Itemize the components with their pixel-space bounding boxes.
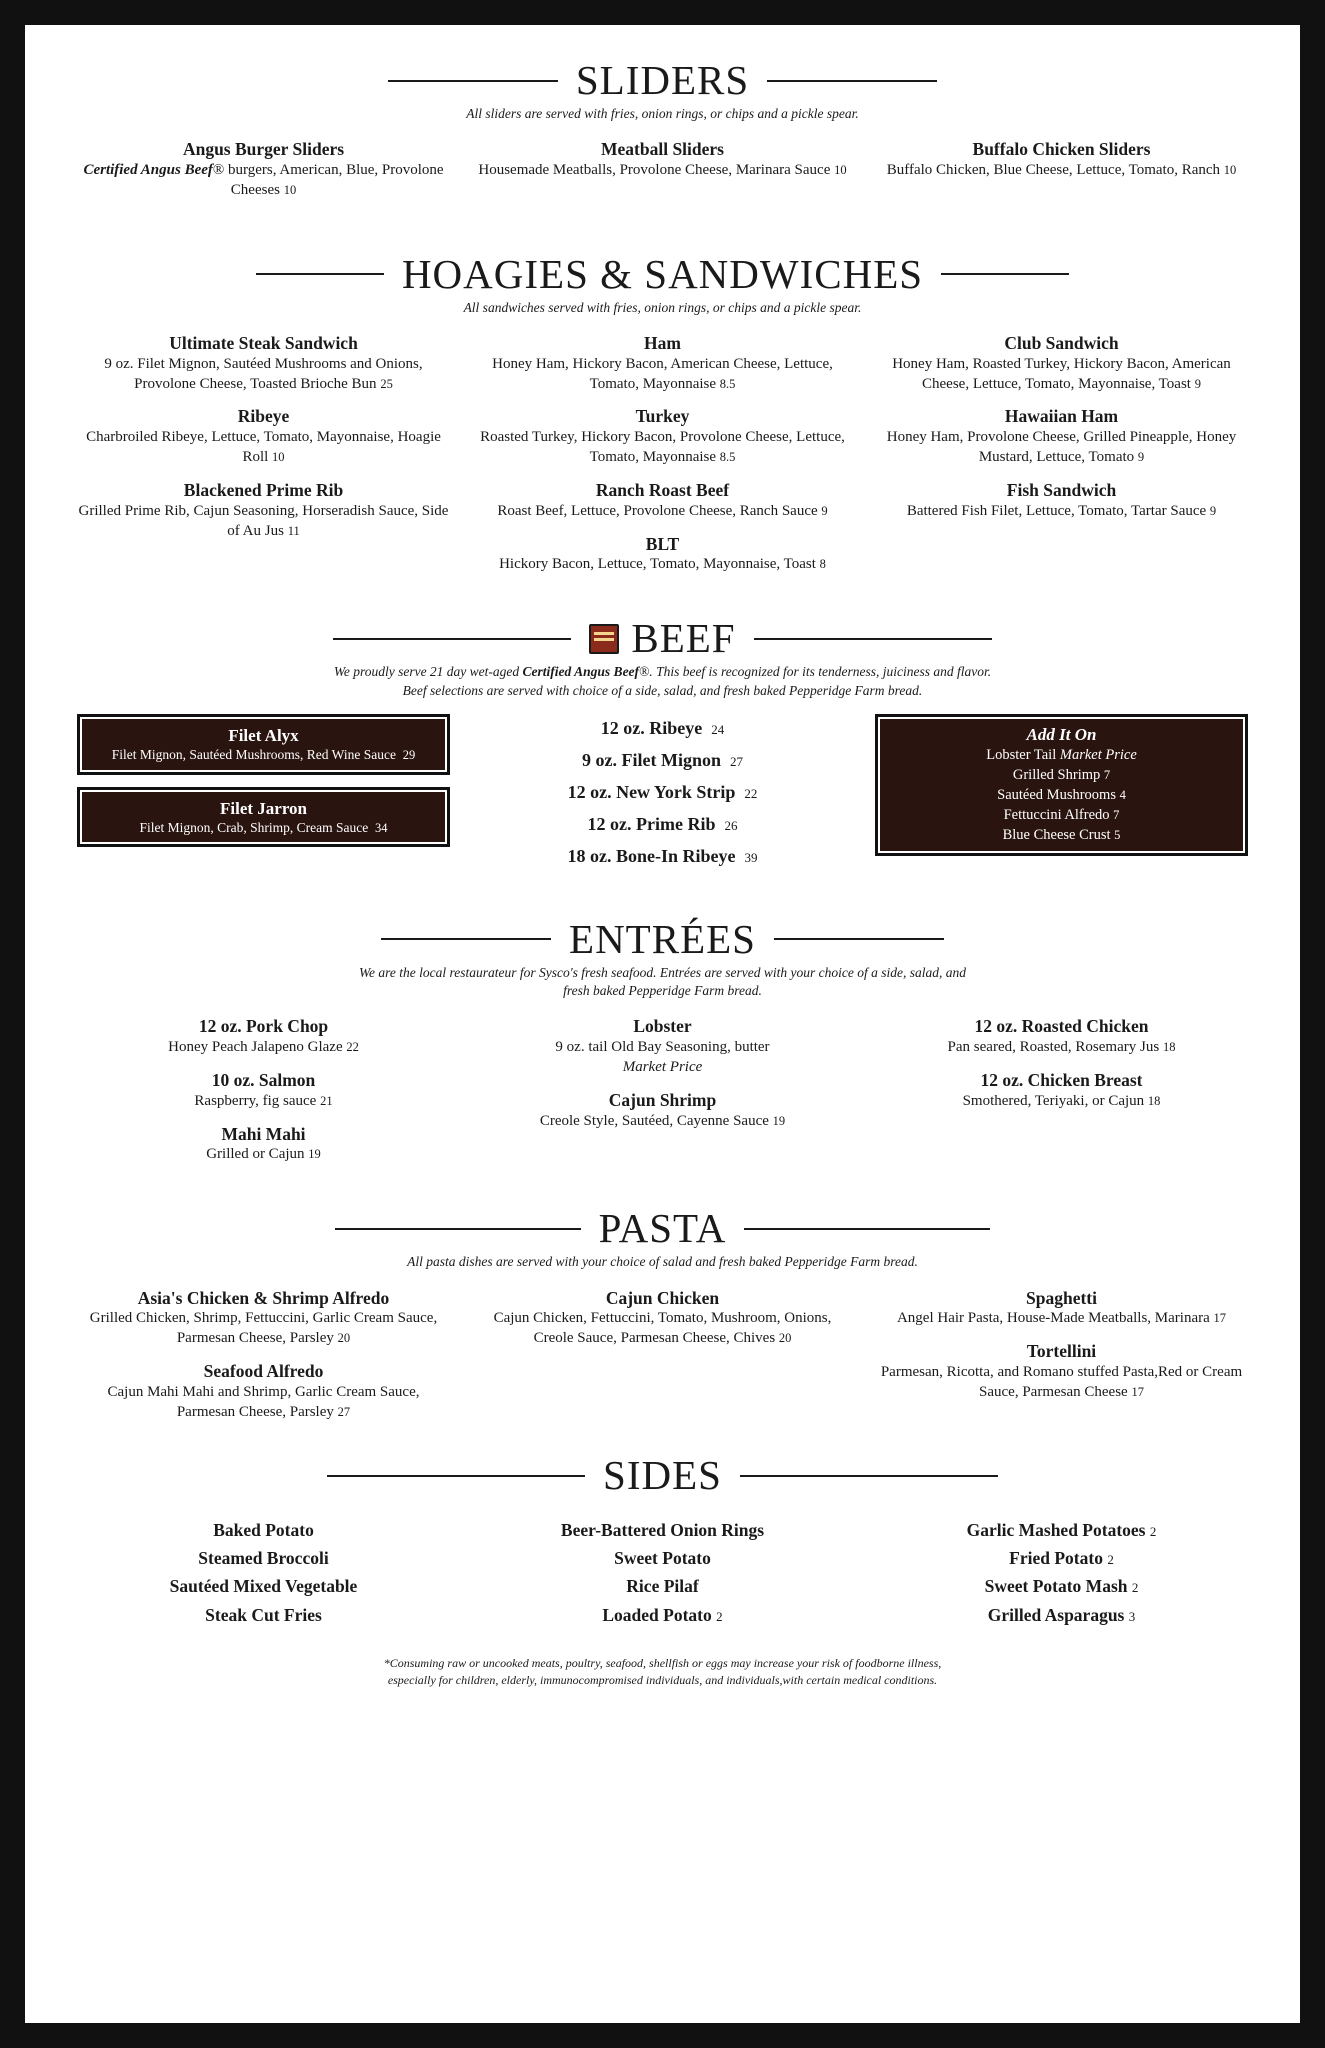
section-sides bbox=[77, 1454, 1248, 1628]
item-price: 10 bbox=[283, 182, 297, 197]
side-item bbox=[476, 1516, 849, 1544]
item-price: 17 bbox=[1131, 1384, 1144, 1399]
item-desc bbox=[875, 1363, 1248, 1403]
item-desc-text: Cajun Mahi Mahi and Shrimp, Garlic Cream Sauce, Parmesan Cheese, Parsley bbox=[107, 1383, 420, 1420]
item-name: Ranch Roast Beef bbox=[595, 479, 730, 500]
addon-item bbox=[888, 825, 1235, 845]
item-desc bbox=[875, 1092, 1248, 1112]
item-name: Ultimate Steak Sandwich bbox=[169, 333, 358, 353]
item-desc bbox=[77, 355, 450, 395]
item-desc bbox=[476, 502, 849, 522]
item-desc-text: Hickory Bacon, Lettuce, Tomato, Mayonnaise, Toast bbox=[499, 556, 816, 573]
item-price: 2 bbox=[1131, 1580, 1139, 1596]
rule-left bbox=[335, 1228, 581, 1230]
sliders-title: SLIDERS bbox=[575, 57, 750, 103]
item-name: 9 oz. Filet Mignon bbox=[582, 749, 721, 770]
sliders-subtitle: All sliders are served with fries, onion rings, or chips and a pickle spear. bbox=[466, 106, 859, 122]
item-price: 9 bbox=[821, 503, 828, 518]
item-name: 12 oz. Chicken Breast bbox=[980, 1069, 1143, 1090]
item-price: Market Price bbox=[1059, 746, 1137, 763]
item-desc-text: Raspberry, fig sauce bbox=[194, 1092, 317, 1109]
item-price: 20 bbox=[778, 1331, 792, 1346]
item-desc bbox=[90, 819, 437, 837]
item-desc: 9 oz. tail Old Bay Seasoning, butter bbox=[555, 1039, 770, 1056]
item-desc-text: Charbroiled Ribeye, Lettuce, Tomato, Mayonnaise, Hoagie Roll bbox=[86, 429, 441, 466]
beef-title bbox=[589, 617, 735, 660]
section-pasta bbox=[77, 1207, 1248, 1434]
hoagies-subtitle: All sandwiches served with fries, onion rings, or chips and a pickle spear. bbox=[463, 299, 862, 315]
beef-cut bbox=[476, 814, 849, 835]
item-desc bbox=[875, 1038, 1248, 1058]
item-desc bbox=[77, 428, 450, 468]
addon-item bbox=[888, 785, 1235, 805]
item-desc-text: Honey Ham, Provolone Cheese, Grilled Pineapple, Honey Mustard, Lettuce, Tomato bbox=[886, 429, 1237, 466]
beef-subtitle bbox=[77, 663, 1248, 699]
beef-heading bbox=[77, 617, 1248, 660]
beef-subtitle-line2: Beef selections are served with choice of a side, salad, and fresh baked Pepperidge Farm bread. bbox=[402, 682, 923, 698]
item-desc bbox=[77, 1145, 450, 1165]
item-name: Ham bbox=[644, 333, 681, 353]
item-desc-text: Roast Beef, Lettuce, Provolone Cheese, Ranch Sauce bbox=[497, 502, 818, 519]
item-desc-text: Housemade Meatballs, Provolone Cheese, Marinara Sauce bbox=[478, 162, 831, 179]
item-desc bbox=[476, 1309, 849, 1349]
beef-subtitle-line1 bbox=[77, 663, 1248, 681]
section-hoagies bbox=[77, 250, 1248, 588]
item-price: 7 bbox=[1113, 807, 1120, 822]
beef-specialty-filet-alyx bbox=[77, 714, 450, 775]
menu-item bbox=[77, 480, 450, 541]
item-desc-text: Honey Ham, Roasted Turkey, Hickory Bacon, American Cheese, Lettuce, Tomato, Mayonnaise, Toast bbox=[892, 355, 1231, 392]
item-name: Beer-Battered Onion Rings bbox=[560, 1519, 765, 1540]
item-price: Market Price bbox=[622, 1058, 703, 1075]
item-name: 12 oz. Pork Chop bbox=[198, 1016, 329, 1037]
item-desc-text: Filet Mignon, Crab, Shrimp, Cream Sauce bbox=[139, 819, 369, 835]
entrees-title: ENTRÉES bbox=[569, 915, 756, 962]
item-price: 10 bbox=[1223, 163, 1237, 178]
beef-specialty-boxes bbox=[77, 714, 450, 860]
item-desc-text: Pan seared, Roasted, Rosemary Jus bbox=[947, 1039, 1160, 1056]
footnote-line-2: especially for children, elderly, immunocompromised individuals, and individuals,with certain medical conditions. bbox=[387, 1673, 938, 1688]
item-name: Baked Potato bbox=[213, 1519, 314, 1540]
beef-specialty-filet-jarron bbox=[77, 787, 450, 848]
item-desc bbox=[77, 1309, 450, 1349]
item-name: Steamed Broccoli bbox=[198, 1547, 329, 1568]
item-name: Lobster Tail bbox=[986, 746, 1057, 763]
item-desc-text: Honey Peach Jalapeno Glaze bbox=[168, 1039, 343, 1056]
addon-item bbox=[888, 765, 1235, 785]
side-item bbox=[476, 1572, 849, 1600]
menu-item bbox=[77, 1288, 450, 1349]
beef-title-text: BEEF bbox=[631, 615, 736, 662]
section-entrees bbox=[77, 915, 1248, 1178]
pasta-col-2 bbox=[476, 1288, 849, 1435]
item-name: Sautéed Mushrooms bbox=[997, 786, 1116, 803]
item-price: 5 bbox=[1114, 827, 1121, 842]
item-price: 20 bbox=[337, 1331, 351, 1346]
item-price: 8.5 bbox=[719, 376, 736, 391]
beef-sub-post: . This beef is recognized for its tenderness, juiciness and flavor. bbox=[649, 664, 992, 680]
item-desc bbox=[476, 161, 849, 181]
side-item bbox=[875, 1516, 1248, 1544]
item-desc bbox=[476, 1112, 849, 1132]
item-desc-text: Cajun Chicken, Fettuccini, Tomato, Mushroom, Onions, Creole Sauce, Parmesan Cheese, Chives bbox=[493, 1310, 832, 1347]
item-name: Rice Pilaf bbox=[626, 1576, 699, 1597]
item-price: 39 bbox=[744, 849, 758, 865]
side-item bbox=[875, 1544, 1248, 1572]
brand-mark: ® bbox=[639, 664, 650, 680]
beef-columns bbox=[77, 714, 1248, 878]
item-desc-text: burgers, American, Blue, Provolone Cheeses bbox=[224, 162, 444, 198]
item-price: 27 bbox=[729, 753, 743, 769]
item-desc-text: Angel Hair Pasta, House-Made Meatballs, Marinara bbox=[896, 1310, 1210, 1327]
item-name: 12 oz. Prime Rib bbox=[587, 813, 716, 834]
item-name: Seafood Alfredo bbox=[203, 1361, 324, 1381]
pasta-title: PASTA bbox=[598, 1205, 727, 1252]
entrees-heading bbox=[77, 915, 1248, 962]
rule-right bbox=[767, 80, 937, 82]
beef-sub-pre: We proudly serve 21 day wet-aged bbox=[333, 664, 523, 680]
item-name: Cajun Shrimp bbox=[608, 1089, 717, 1110]
menu-item bbox=[875, 139, 1248, 181]
rule-left bbox=[388, 80, 558, 82]
item-desc bbox=[476, 428, 849, 468]
sides-title: SIDES bbox=[603, 1452, 722, 1499]
item-name: 10 oz. Salmon bbox=[211, 1069, 316, 1090]
rule-left bbox=[381, 938, 551, 940]
menu-item bbox=[77, 1361, 450, 1422]
pasta-col-3 bbox=[875, 1288, 1248, 1435]
menu-item bbox=[77, 1070, 450, 1112]
side-item bbox=[77, 1516, 450, 1544]
item-name: Blue Cheese Crust bbox=[1002, 826, 1111, 843]
item-price: 4 bbox=[1119, 787, 1126, 802]
item-name: Blackened Prime Rib bbox=[183, 479, 344, 500]
item-price: 8.5 bbox=[719, 450, 736, 465]
item-desc bbox=[875, 428, 1248, 468]
menu-item bbox=[875, 1341, 1248, 1402]
item-desc bbox=[476, 355, 849, 395]
item-desc-text: Buffalo Chicken, Blue Cheese, Lettuce, Tomato, Ranch bbox=[886, 162, 1221, 179]
item-name: Sautéed Mixed Vegetable bbox=[169, 1576, 358, 1597]
menu-item bbox=[77, 139, 450, 200]
item-name: Filet Jarron bbox=[219, 798, 308, 818]
item-price: 29 bbox=[402, 748, 416, 763]
item-desc bbox=[875, 1309, 1248, 1329]
rule-right bbox=[740, 1475, 998, 1477]
rule-right bbox=[941, 273, 1069, 275]
item-price: 26 bbox=[724, 817, 738, 833]
item-price: 9 bbox=[1209, 503, 1217, 518]
item-desc bbox=[77, 1038, 450, 1058]
footnote bbox=[77, 1655, 1248, 1690]
item-desc-text: Roasted Turkey, Hickory Bacon, Provolone Cheese, Lettuce, Tomato, Mayonnaise bbox=[480, 429, 845, 466]
item-price: 3 bbox=[1128, 1608, 1136, 1624]
item-name: Mahi Mahi bbox=[221, 1123, 306, 1144]
item-price: 7 bbox=[1103, 767, 1111, 782]
item-name: Sweet Potato bbox=[614, 1547, 711, 1568]
item-name: Ribeye bbox=[237, 406, 290, 427]
item-price: 21 bbox=[320, 1093, 333, 1108]
add-it-on-title: Add It On bbox=[1026, 724, 1097, 744]
item-name: 12 oz. Roasted Chicken bbox=[974, 1016, 1149, 1037]
item-name: Grilled Shrimp bbox=[1012, 766, 1101, 783]
item-price: 27 bbox=[337, 1404, 351, 1419]
menu-item bbox=[77, 1016, 450, 1058]
item-price: 9 bbox=[1137, 450, 1145, 465]
sliders-col-2 bbox=[476, 139, 849, 212]
item-name: Fish Sandwich bbox=[1006, 479, 1117, 500]
item-price: 22 bbox=[744, 785, 758, 801]
pasta-columns bbox=[77, 1288, 1248, 1435]
menu-item bbox=[875, 1070, 1248, 1112]
item-name: Buffalo Chicken Sliders bbox=[972, 139, 1151, 160]
menu-item bbox=[875, 406, 1248, 467]
side-item bbox=[77, 1572, 450, 1600]
hoagies-col-1 bbox=[77, 333, 450, 587]
item-desc-text: Grilled Prime Rib, Cajun Seasoning, Horseradish Sauce, Side of Au Jus bbox=[78, 502, 449, 539]
item-name: Tortellini bbox=[1026, 1341, 1097, 1362]
menu-item bbox=[476, 1016, 849, 1077]
item-price: 18 bbox=[1147, 1093, 1161, 1108]
item-price: 10 bbox=[834, 163, 847, 178]
item-price: 19 bbox=[772, 1113, 786, 1128]
side-item bbox=[77, 1601, 450, 1629]
item-name: Cajun Chicken bbox=[605, 1287, 720, 1308]
menu-item bbox=[875, 333, 1248, 394]
item-price: 11 bbox=[287, 523, 300, 538]
item-desc-text: Parmesan, Ricotta, and Romano stuffed Pasta,Red or Cream Sauce, Parmesan Cheese bbox=[880, 1364, 1243, 1400]
menu-item bbox=[476, 534, 849, 576]
entrees-columns bbox=[77, 1016, 1248, 1177]
item-desc bbox=[77, 161, 450, 201]
entrees-col-2 bbox=[476, 1016, 849, 1177]
menu-item bbox=[77, 406, 450, 467]
brand-mark: ® bbox=[212, 162, 225, 179]
item-name: Steak Cut Fries bbox=[205, 1604, 322, 1625]
item-name: BLT bbox=[645, 533, 680, 554]
item-name: 12 oz. New York Strip bbox=[567, 781, 736, 802]
pasta-subtitle: All pasta dishes are served with your choice of salad and fresh baked Pepperidge Farm bread. bbox=[407, 1254, 918, 1270]
pasta-col-1 bbox=[77, 1288, 450, 1435]
item-price: 2 bbox=[1149, 1523, 1157, 1539]
item-desc-text: 9 oz. Filet Mignon, Sautéed Mushrooms and Onions, Provolone Cheese, Toasted Brioche Bun bbox=[104, 355, 423, 392]
menu-item bbox=[77, 1124, 450, 1166]
rule-right bbox=[774, 938, 944, 940]
item-desc bbox=[476, 555, 849, 575]
item-desc bbox=[77, 1383, 450, 1423]
item-desc-text: Smothered, Teriyaki, or Cajun bbox=[962, 1092, 1145, 1109]
beef-cut bbox=[476, 718, 849, 739]
item-name: Sweet Potato Mash bbox=[984, 1576, 1128, 1597]
sliders-col-1 bbox=[77, 139, 450, 212]
entrees-col-1 bbox=[77, 1016, 450, 1177]
item-name: Garlic Mashed Potatoes bbox=[966, 1519, 1146, 1540]
sides-heading bbox=[77, 1454, 1248, 1497]
item-name: Spaghetti bbox=[1026, 1287, 1097, 1308]
sliders-heading bbox=[77, 59, 1248, 102]
menu-item bbox=[875, 480, 1248, 522]
item-price: 24 bbox=[711, 721, 725, 737]
item-name: Fettuccini Alfredo bbox=[1003, 806, 1110, 823]
item-name: Turkey bbox=[635, 406, 690, 427]
hoagies-col-2 bbox=[476, 333, 849, 587]
rule-left bbox=[327, 1475, 585, 1477]
item-price: 2 bbox=[1107, 1551, 1114, 1567]
sides-columns bbox=[77, 1516, 1248, 1629]
entrees-col-3 bbox=[875, 1016, 1248, 1177]
item-price: 25 bbox=[380, 376, 393, 391]
item-name: Fried Potato bbox=[1009, 1547, 1103, 1568]
sliders-col-3 bbox=[875, 139, 1248, 212]
item-price: 34 bbox=[374, 820, 388, 835]
beef-cuts-list bbox=[476, 714, 849, 878]
menu-item bbox=[77, 333, 450, 394]
side-item bbox=[476, 1601, 849, 1629]
sides-col-3 bbox=[875, 1516, 1248, 1629]
rule-left bbox=[333, 638, 571, 640]
sliders-columns bbox=[77, 139, 1248, 212]
rule-right bbox=[744, 1228, 990, 1230]
item-name: Filet Alyx bbox=[228, 725, 299, 745]
item-name: Lobster bbox=[633, 1016, 692, 1037]
footnote-line-1: *Consuming raw or uncooked meats, poultry, seafood, shellfish or eggs may increase your risk of foodborne illness, bbox=[383, 1655, 942, 1670]
addon-item bbox=[888, 805, 1235, 825]
menu-item bbox=[476, 1288, 849, 1349]
side-item bbox=[77, 1544, 450, 1572]
beef-cut bbox=[476, 782, 849, 803]
menu-item bbox=[476, 406, 849, 467]
item-name: Hawaiian Ham bbox=[1004, 406, 1119, 427]
menu-inner-border bbox=[22, 22, 1303, 2026]
brand-text: Certified Angus Beef bbox=[83, 162, 213, 179]
beef-cut bbox=[476, 846, 849, 867]
item-desc-text: Filet Mignon, Sautéed Mushrooms, Red Wine Sauce bbox=[111, 747, 396, 763]
item-price: 2 bbox=[716, 1608, 723, 1624]
item-price: 8 bbox=[819, 557, 826, 572]
beef-cut bbox=[476, 750, 849, 771]
item-name: Angus Burger Sliders bbox=[182, 139, 345, 160]
certified-angus-beef-logo-icon bbox=[589, 624, 619, 654]
menu-item bbox=[476, 139, 849, 181]
item-name: Asia's Chicken & Shrimp Alfredo bbox=[137, 1287, 390, 1308]
add-it-on-box bbox=[875, 714, 1248, 856]
item-desc bbox=[875, 161, 1248, 181]
item-name: 18 oz. Bone-In Ribeye bbox=[567, 845, 736, 866]
item-desc bbox=[77, 502, 450, 542]
sides-col-2 bbox=[476, 1516, 849, 1629]
beef-sub-brand: Certified Angus Beef bbox=[522, 664, 640, 680]
item-price: 10 bbox=[272, 450, 285, 465]
item-name: Grilled Asparagus bbox=[987, 1604, 1125, 1625]
menu-item bbox=[875, 1288, 1248, 1330]
item-name: Meatball Sliders bbox=[601, 139, 724, 160]
item-desc-text: Grilled Chicken, Shrimp, Fettuccini, Garlic Cream Sauce, Parmesan Cheese, Parsley bbox=[89, 1310, 438, 1347]
rule-right bbox=[754, 638, 992, 640]
hoagies-col-3 bbox=[875, 333, 1248, 587]
pasta-heading bbox=[77, 1207, 1248, 1250]
item-desc-text: Battered Fish Filet, Lettuce, Tomato, Tartar Sauce bbox=[906, 502, 1207, 519]
item-price: 17 bbox=[1213, 1311, 1227, 1326]
item-desc-text: Honey Ham, Hickory Bacon, American Cheese, Lettuce, Tomato, Mayonnaise bbox=[492, 355, 833, 392]
item-name: Club Sandwich bbox=[1004, 333, 1119, 353]
item-desc-text: Creole Style, Sautéed, Cayenne Sauce bbox=[539, 1112, 769, 1129]
item-price: 9 bbox=[1194, 376, 1201, 391]
menu-item bbox=[875, 1016, 1248, 1058]
addon-item bbox=[888, 745, 1235, 765]
hoagies-columns bbox=[77, 333, 1248, 587]
item-price: 19 bbox=[308, 1147, 321, 1162]
item-desc bbox=[875, 502, 1248, 522]
item-desc bbox=[875, 355, 1248, 395]
menu-item bbox=[476, 480, 849, 522]
menu-item bbox=[476, 333, 849, 394]
side-item bbox=[476, 1544, 849, 1572]
sides-col-1 bbox=[77, 1516, 450, 1629]
section-beef bbox=[77, 617, 1248, 877]
item-desc bbox=[90, 746, 437, 764]
item-desc bbox=[77, 1092, 450, 1112]
item-price: 18 bbox=[1162, 1040, 1176, 1055]
hoagies-title: HOAGIES & SANDWICHES bbox=[401, 250, 924, 297]
entrees-subtitle: We are the local restaurateur for Sysco's fresh seafood. Entrées are served with your choice of a side, salad, and fresh baked Pepperidge Farm bread. bbox=[358, 964, 967, 999]
menu-item bbox=[476, 1090, 849, 1132]
rule-left bbox=[256, 273, 384, 275]
section-sliders bbox=[77, 59, 1248, 213]
hoagies-heading bbox=[77, 250, 1248, 297]
side-item bbox=[875, 1601, 1248, 1629]
item-name: Loaded Potato bbox=[602, 1604, 712, 1625]
item-price: 22 bbox=[346, 1040, 359, 1055]
item-name: 12 oz. Ribeye bbox=[600, 717, 703, 738]
beef-addons-box bbox=[875, 714, 1248, 868]
item-desc-text: Grilled or Cajun bbox=[206, 1146, 305, 1163]
side-item bbox=[875, 1572, 1248, 1600]
